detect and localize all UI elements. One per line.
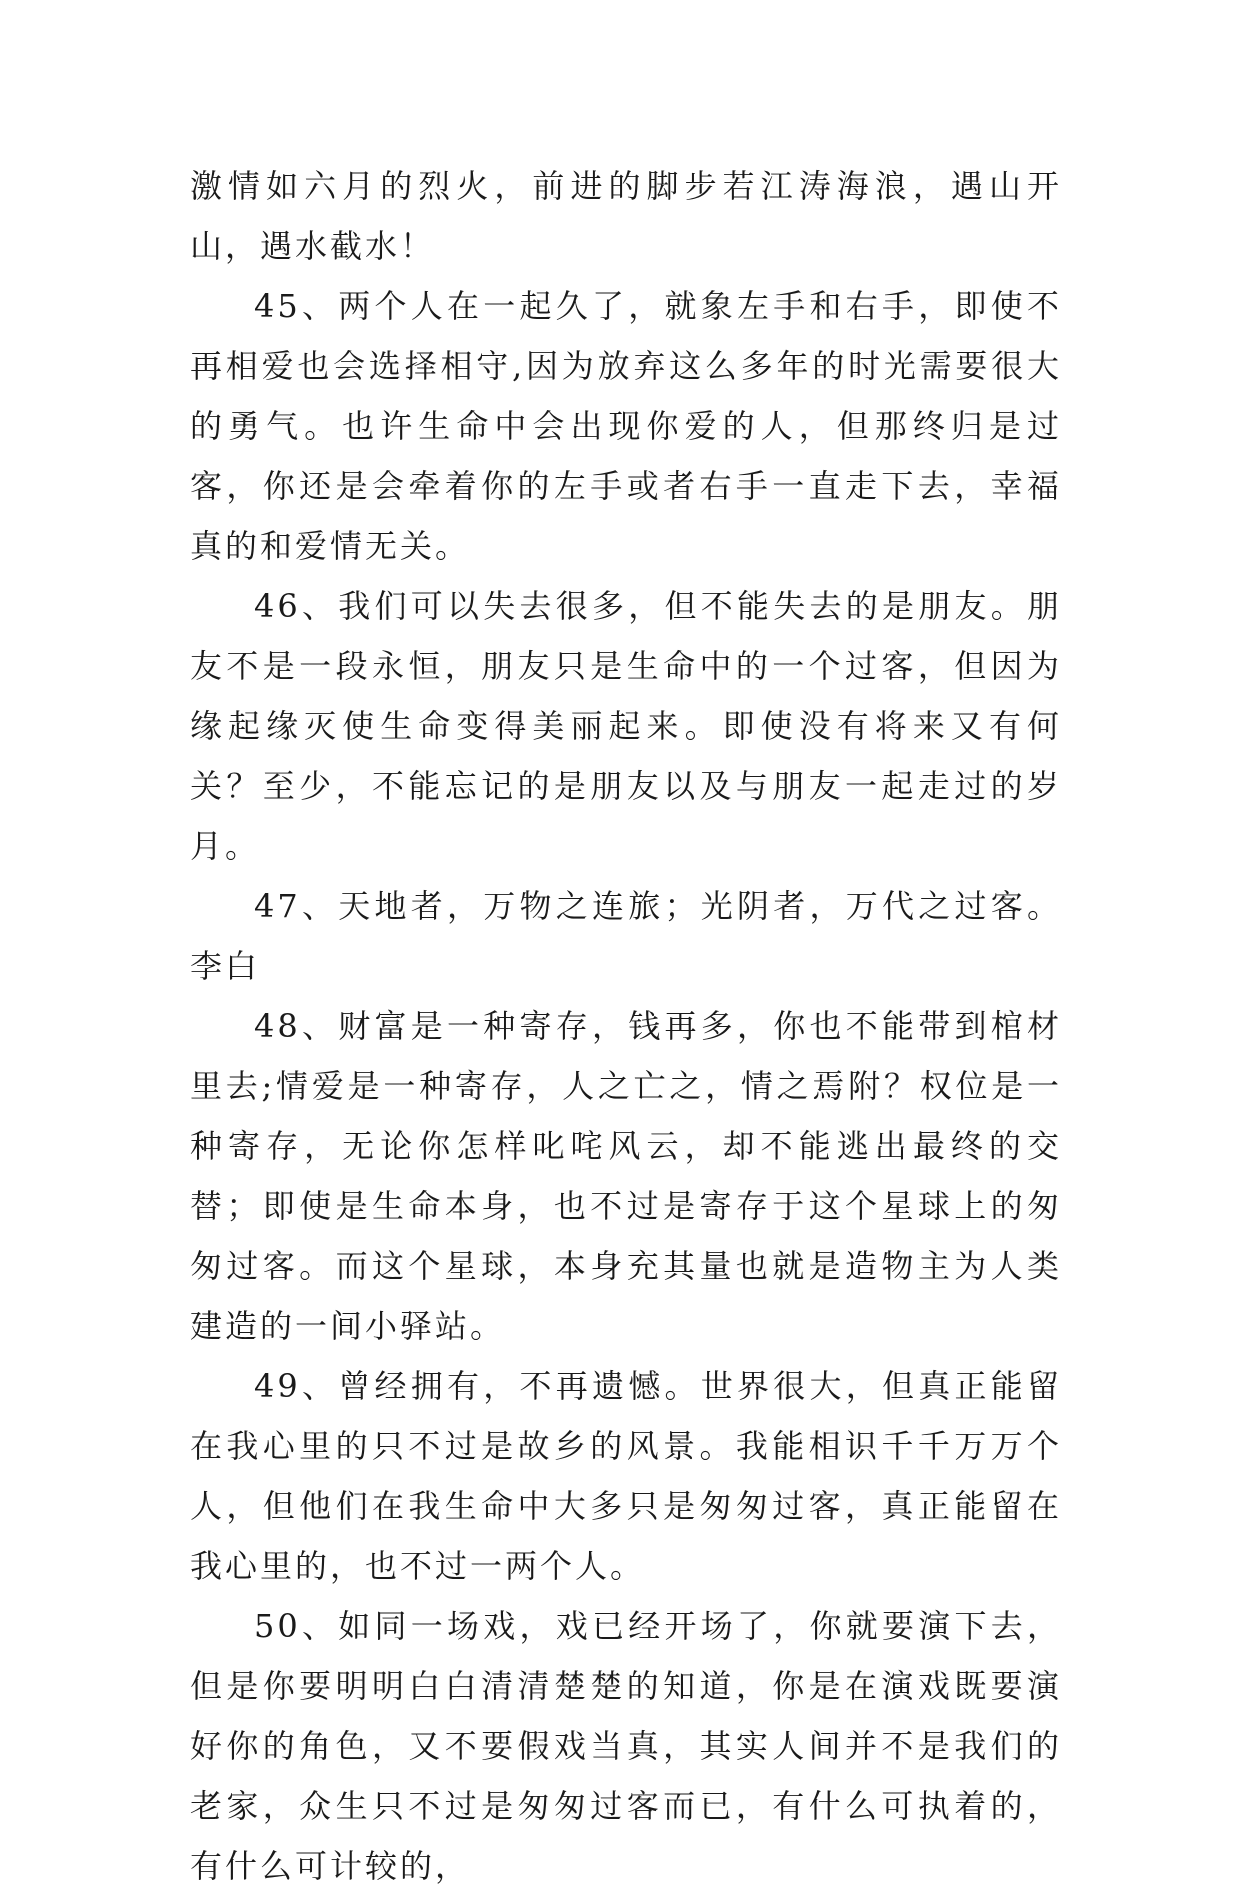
- paragraph-47: 47、天地者，万物之连旅；光阴者，万代之过客。李白: [190, 887, 1062, 985]
- paragraph-45: 45、两个人在一起久了，就象左手和右手，即使不再相爱也会选择相守,因为放弃这么多年的时光需要很大的勇气。也许生命中会出现你爱的人，但那终归是过客，你还是会牵着你的左手或者右手一直走下去，幸福真的和爱情无关。: [190, 287, 1062, 565]
- paragraph-continuation: 激情如六月的烈火，前进的脚步若江涛海浪，遇山开山，遇水截水！: [190, 167, 1062, 265]
- paragraph-46: 46、我们可以失去很多，但不能失去的是朋友。朋友不是一段永恒，朋友只是生命中的一个过客，但因为缘起缘灭使生命变得美丽起来。即使没有将来又有何关？至少，不能忘记的是朋友以及与朋友一起走过的岁月。: [190, 587, 1062, 865]
- document-body: [190, 156, 1062, 1896]
- paragraph-50: 50、如同一场戏，戏已经开场了，你就要演下去，但是你要明明白白清清楚楚的知道，你是在演戏既要演好你的角色，又不要假戏当真，其实人间并不是我们的老家，众生只不过是匆匆过客而已，有什么可执着的，有什么可计较的，: [190, 1607, 1062, 1885]
- paragraph-49: 49、曾经拥有，不再遗憾。世界很大，但真正能留在我心里的只不过是故乡的风景。我能相识千千万万个人，但他们在我生命中大多只是匆匆过客，真正能留在我心里的，也不过一两个人。: [190, 1367, 1062, 1585]
- paragraph-48: 48、财富是一种寄存，钱再多，你也不能带到棺材里去;情爱是一种寄存，人之亡之，情之焉附？权位是一种寄存，无论你怎样叱咤风云，却不能逃出最终的交替；即使是生命本身，也不过是寄存于这个星球上的匆匆过客。而这个星球，本身充其量也就是造物主为人类建造的一间小驿站。: [190, 1007, 1062, 1345]
